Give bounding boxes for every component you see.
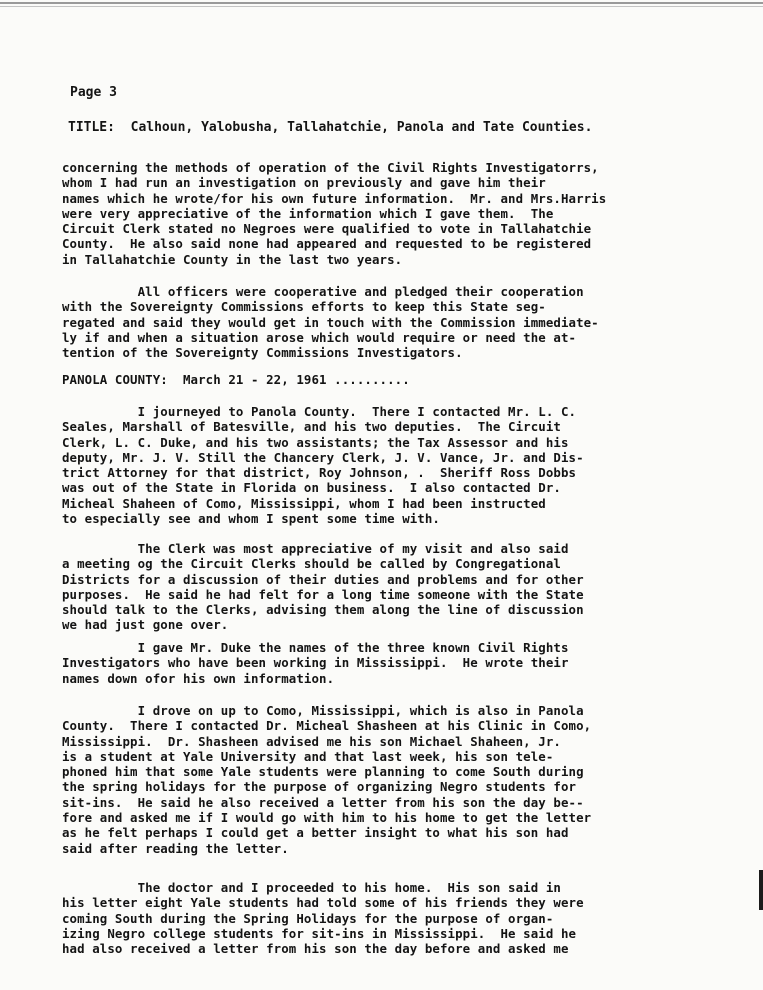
paragraph-como-visit: I drove on up to Como, Mississippi, which is also in Panola County. There I contacted Dr. Micheal Shasheen at his Clinic in Como, Mississippi. Dr. Shasheen advised me his son Michael Shaheen, Jr. is a student at Yale University and that last week, his son tele- phoned him that some Yale students were planning to come South during the spring holidays for the purpose of organizing Negro students for sit-ins. He said he also received a letter from his son the day be-- fore and asked me if I would go with him to his home to get the letter as he felt perhaps I could get a better insight to what his son had said after reading the letter. (62, 703, 592, 856)
paragraph-officers-cooperation: All officers were cooperative and pledged their cooperation with the Sovereignty Commissions efforts to keep this State seg- regated and said they would get in touch with the Commission immediate- ly if and when a situation arose which would require or need the at- tention of the Sovereignty Commissions Investigators. (62, 284, 599, 361)
paragraph-investigator-names: I gave Mr. Duke the names of the three known Civil Rights Investigators who have been working in Mississippi. He wrote their names down ofor his own information. (62, 640, 569, 686)
scan-top-border (0, 2, 763, 4)
scan-edge-mark (759, 870, 763, 910)
paragraph-clerk-meeting: The Clerk was most appreciative of my visit and also said a meeting og the Circuit Clerks should be called by Congregational Districts for a discussion of their duties and problems and for other purposes. He said he had felt for a long time someone with the State should talk to the Clerks, advising them along the line of discussion we had just gone over. (62, 541, 584, 633)
document-title (68, 120, 592, 135)
page-number: Page 3 (70, 85, 117, 100)
paragraph-tallahatchie-closing: concerning the methods of operation of the Civil Rights Investigatorrs, whom I had run an investigation on previously and gave him their names which he wrote/for his own future information. Mr. and Mrs.Harris were very appreciative of the information which I gave them. The Circuit Clerk stated no Negroes were qualified to vote in Tallahatchie County. He also said none had appeared and requested to be registered in Tallahatchie County in the last two years. (62, 160, 607, 267)
paragraph-panola-contacts: I journeyed to Panola County. There I contacted Mr. L. C. Seales, Marshall of Batesville, and his two deputies. The Circuit Clerk, L. C. Duke, and his two assistants; the Tax Assessor and his deputy, Mr. J. V. Still the Chancery Clerk, J. V. Vance, Jr. and Dis- trict Attorney for that district, Roy Johnson, . Sheriff Ross Dobbs was out of the State in Florida on business. I also contacted Dr. Micheal Shaheen of Como, Mississippi, whom I had been instructed to especially see and whom I spent some time with. (62, 404, 584, 527)
paragraph-doctor-home: The doctor and I proceeded to his home. His son said in his letter eight Yale students had told some of his friends they were coming South during the Spring Holidays for the purpose of organ- izing Negro college students for sit-ins in Mississippi. He said he had also received a letter from his son the day before and asked me (62, 880, 584, 957)
panola-county-heading: PANOLA COUNTY: March 21 - 22, 1961 .......... (62, 372, 410, 387)
title-label: TITLE: (68, 120, 115, 135)
title-text: Calhoun, Yalobusha, Tallahatchie, Panola and Tate Counties. (130, 120, 593, 135)
scan-top-border-secondary (0, 6, 763, 7)
